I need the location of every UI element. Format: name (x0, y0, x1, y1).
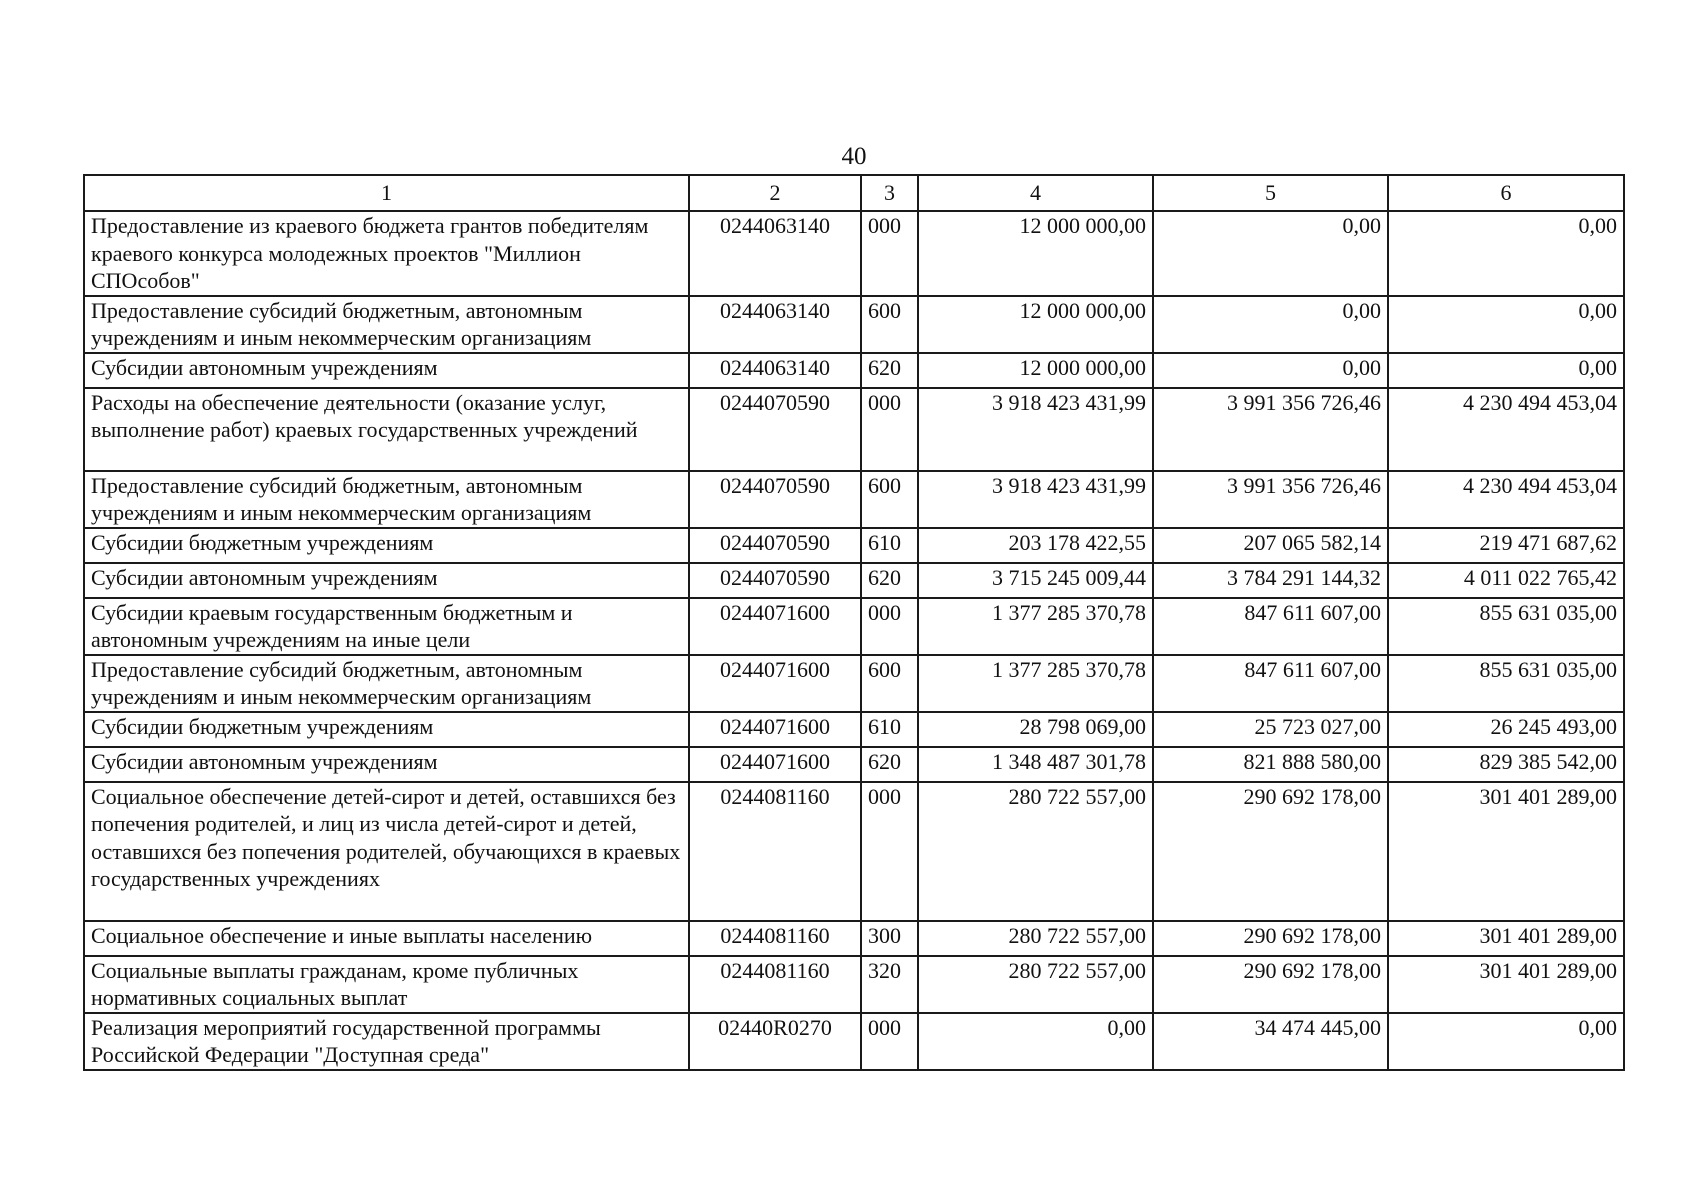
expense-type-code: 600 (861, 655, 918, 712)
column-header-4: 4 (918, 175, 1153, 211)
amount-col6: 4 230 494 453,04 (1388, 388, 1624, 471)
expense-name: Субсидии автономным учреждениям (84, 353, 689, 388)
expense-name: Социальные выплаты гражданам, кроме публичных нормативных социальных выплат (84, 956, 689, 1013)
budget-table (83, 174, 1625, 1071)
expense-name: Предоставление субсидий бюджетным, автономным учреждениям и иным некоммерческим организациям (84, 655, 689, 712)
target-article-code: 0244070590 (689, 563, 861, 598)
amount-col4: 3 715 245 009,44 (918, 563, 1153, 598)
target-article-code: 0244071600 (689, 712, 861, 747)
amount-col6: 0,00 (1388, 211, 1624, 296)
amount-col4: 0,00 (918, 1013, 1153, 1070)
expense-name: Субсидии бюджетным учреждениям (84, 528, 689, 563)
column-header-3: 3 (861, 175, 918, 211)
expense-type-code: 000 (861, 1013, 918, 1070)
column-header-1: 1 (84, 175, 689, 211)
table-row (84, 388, 1624, 471)
expense-type-code: 000 (861, 598, 918, 655)
amount-col5: 290 692 178,00 (1153, 921, 1388, 956)
table-row (84, 1013, 1624, 1070)
table-row (84, 528, 1624, 563)
table-row (84, 353, 1624, 388)
table-row (84, 598, 1624, 655)
target-article-code: 0244071600 (689, 598, 861, 655)
column-header-5: 5 (1153, 175, 1388, 211)
amount-col5: 34 474 445,00 (1153, 1013, 1388, 1070)
amount-col4: 1 377 285 370,78 (918, 598, 1153, 655)
table-row (84, 296, 1624, 353)
amount-col6: 301 401 289,00 (1388, 921, 1624, 956)
table-row (84, 655, 1624, 712)
amount-col6: 219 471 687,62 (1388, 528, 1624, 563)
amount-col5: 0,00 (1153, 353, 1388, 388)
table-row (84, 747, 1624, 782)
amount-col5: 25 723 027,00 (1153, 712, 1388, 747)
expense-type-code: 620 (861, 353, 918, 388)
amount-col5: 3 784 291 144,32 (1153, 563, 1388, 598)
amount-col6: 855 631 035,00 (1388, 598, 1624, 655)
expense-type-code: 300 (861, 921, 918, 956)
expense-name: Субсидии автономным учреждениям (84, 563, 689, 598)
expense-name: Социальное обеспечение детей-сирот и детей, оставшихся без попечения родителей, и лиц из числа детей-сирот и детей, оставшихся без попечения родителей, обучающихся в краевых государственных учреждениях (84, 782, 689, 921)
expense-name: Предоставление субсидий бюджетным, автономным учреждениям и иным некоммерческим организациям (84, 471, 689, 528)
amount-col4: 1 348 487 301,78 (918, 747, 1153, 782)
amount-col5: 0,00 (1153, 296, 1388, 353)
target-article-code: 0244081160 (689, 921, 861, 956)
table-row (84, 211, 1624, 296)
expense-type-code: 000 (861, 782, 918, 921)
amount-col5: 821 888 580,00 (1153, 747, 1388, 782)
amount-col6: 0,00 (1388, 296, 1624, 353)
column-header-2: 2 (689, 175, 861, 211)
amount-col6: 301 401 289,00 (1388, 782, 1624, 921)
amount-col6: 829 385 542,00 (1388, 747, 1624, 782)
table-row (84, 712, 1624, 747)
table-body (84, 211, 1624, 1070)
target-article-code: 0244070590 (689, 471, 861, 528)
amount-col6: 4 230 494 453,04 (1388, 471, 1624, 528)
header-row (84, 175, 1624, 211)
expense-name: Предоставление субсидий бюджетным, автономным учреждениям и иным некоммерческим организациям (84, 296, 689, 353)
expense-type-code: 000 (861, 211, 918, 296)
amount-col6: 26 245 493,00 (1388, 712, 1624, 747)
amount-col5: 3 991 356 726,46 (1153, 388, 1388, 471)
expense-type-code: 000 (861, 388, 918, 471)
table-row (84, 921, 1624, 956)
target-article-code: 0244081160 (689, 956, 861, 1013)
expense-name: Реализация мероприятий государственной программы Российской Федерации "Доступная среда" (84, 1013, 689, 1070)
amount-col6: 0,00 (1388, 1013, 1624, 1070)
target-article-code: 0244063140 (689, 353, 861, 388)
target-article-code: 0244070590 (689, 528, 861, 563)
target-article-code: 02440R0270 (689, 1013, 861, 1070)
amount-col4: 12 000 000,00 (918, 211, 1153, 296)
expense-type-code: 620 (861, 747, 918, 782)
expense-name: Предоставление из краевого бюджета грантов победителям краевого конкурса молодежных проектов "Миллион СПОсобов" (84, 211, 689, 296)
amount-col4: 203 178 422,55 (918, 528, 1153, 563)
amount-col5: 207 065 582,14 (1153, 528, 1388, 563)
expense-type-code: 610 (861, 528, 918, 563)
column-header-6: 6 (1388, 175, 1624, 211)
expense-name: Субсидии краевым государственным бюджетным и автономным учреждениям на иные цели (84, 598, 689, 655)
table-row (84, 563, 1624, 598)
target-article-code: 0244070590 (689, 388, 861, 471)
amount-col5: 3 991 356 726,46 (1153, 471, 1388, 528)
target-article-code: 0244063140 (689, 296, 861, 353)
amount-col6: 301 401 289,00 (1388, 956, 1624, 1013)
amount-col4: 3 918 423 431,99 (918, 388, 1153, 471)
amount-col6: 0,00 (1388, 353, 1624, 388)
expense-type-code: 320 (861, 956, 918, 1013)
expense-type-code: 600 (861, 296, 918, 353)
amount-col4: 280 722 557,00 (918, 782, 1153, 921)
amount-col5: 0,00 (1153, 211, 1388, 296)
expense-name: Субсидии бюджетным учреждениям (84, 712, 689, 747)
amount-col5: 847 611 607,00 (1153, 598, 1388, 655)
target-article-code: 0244081160 (689, 782, 861, 921)
expense-name: Субсидии автономным учреждениям (84, 747, 689, 782)
amount-col4: 12 000 000,00 (918, 296, 1153, 353)
expense-type-code: 610 (861, 712, 918, 747)
expense-name: Социальное обеспечение и иные выплаты населению (84, 921, 689, 956)
amount-col5: 290 692 178,00 (1153, 956, 1388, 1013)
table-row (84, 782, 1624, 921)
page-number: 40 (841, 143, 867, 170)
target-article-code: 0244071600 (689, 747, 861, 782)
amount-col4: 280 722 557,00 (918, 956, 1153, 1013)
expense-type-code: 620 (861, 563, 918, 598)
expense-type-code: 600 (861, 471, 918, 528)
expense-name: Расходы на обеспечение деятельности (оказание услуг, выполнение работ) краевых государственных учреждений (84, 388, 689, 471)
table-row (84, 471, 1624, 528)
table-row (84, 956, 1624, 1013)
amount-col4: 28 798 069,00 (918, 712, 1153, 747)
amount-col6: 4 011 022 765,42 (1388, 563, 1624, 598)
target-article-code: 0244071600 (689, 655, 861, 712)
amount-col5: 290 692 178,00 (1153, 782, 1388, 921)
target-article-code: 0244063140 (689, 211, 861, 296)
amount-col4: 12 000 000,00 (918, 353, 1153, 388)
amount-col4: 1 377 285 370,78 (918, 655, 1153, 712)
table-header (84, 175, 1624, 211)
amount-col4: 280 722 557,00 (918, 921, 1153, 956)
amount-col4: 3 918 423 431,99 (918, 471, 1153, 528)
amount-col6: 855 631 035,00 (1388, 655, 1624, 712)
amount-col5: 847 611 607,00 (1153, 655, 1388, 712)
